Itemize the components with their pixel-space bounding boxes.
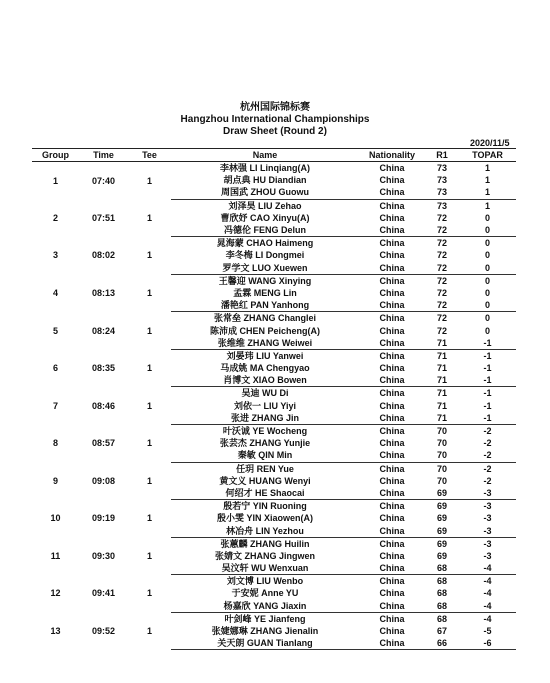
nationality-cell: China — [359, 524, 425, 537]
column-header-tee: Tee — [128, 149, 171, 162]
tee-time-cell: 07:40 — [91, 175, 116, 186]
sheet-header — [0, 102, 550, 138]
table-row — [32, 162, 516, 175]
nationality-cell: China — [379, 550, 405, 561]
r1-score-cell: 67 — [436, 626, 447, 637]
to-par-cell: -1 — [483, 350, 492, 361]
nationality-cell: China — [379, 513, 405, 524]
r1-score-cell: 70 — [436, 475, 447, 486]
r1-score-cell: 72 — [436, 313, 447, 324]
to-par-cell: 0 — [484, 212, 490, 223]
to-par-cell: -3 — [459, 487, 516, 500]
tee-time-cell: 08:13 — [91, 287, 116, 298]
table-row — [32, 199, 516, 212]
nationality-cell: China — [379, 626, 405, 637]
to-par-cell: 0 — [484, 275, 490, 286]
player-name-cell: 孟霖 MENG Lin — [233, 287, 297, 298]
r1-score-cell: 71 — [425, 374, 459, 387]
r1-score-cell: 70 — [436, 463, 447, 474]
nationality-cell: China — [379, 212, 405, 223]
to-par-cell: -1 — [459, 412, 516, 425]
to-par-cell: -3 — [483, 501, 492, 512]
player-name-cell: 关天朗 GUAN Tianlang — [171, 637, 359, 650]
player-name-cell: 李林强 LI Linqiang(A) — [220, 163, 310, 174]
player-name-cell: 杨嘉欣 YANG Jiaxin — [171, 600, 359, 613]
group-cell: 11 — [50, 550, 61, 561]
tee-cell: 1 — [146, 438, 152, 449]
to-par-cell: -6 — [459, 637, 516, 650]
player-name-cell: 刘依一 LIU Yiyi — [233, 400, 296, 411]
tee-time-cell: 08:24 — [91, 325, 116, 336]
player-name-cell: 冯德伦 FENG Delun — [171, 224, 359, 237]
r1-score-cell: 70 — [436, 426, 447, 437]
nationality-cell: China — [359, 487, 425, 500]
r1-score-cell: 68 — [425, 600, 459, 613]
to-par-cell: -1 — [483, 363, 492, 374]
to-par-cell: 0 — [459, 262, 516, 275]
r1-score-cell: 72 — [436, 287, 447, 298]
tee-time-cell: 08:57 — [91, 438, 116, 449]
player-name-cell: 黄文义 HUANG Wenyi — [219, 475, 311, 486]
table-row — [32, 237, 516, 250]
table-row — [32, 500, 516, 513]
to-par-cell: -4 — [483, 588, 492, 599]
to-par-cell: -2 — [483, 438, 492, 449]
tee-time-cell: 09:52 — [91, 626, 116, 637]
to-par-cell: -2 — [459, 449, 516, 462]
nationality-cell: China — [379, 388, 405, 399]
to-par-cell: 1 — [459, 186, 516, 199]
player-name-cell: 张婕娜琳 ZHANG Jienalin — [211, 626, 319, 637]
r1-score-cell: 68 — [436, 613, 447, 624]
tee-time-cell: 09:30 — [91, 550, 116, 561]
sheet-subtitle: Draw Sheet (Round 2) — [223, 126, 327, 137]
to-par-cell: -3 — [459, 524, 516, 537]
nationality-cell: China — [379, 576, 405, 587]
group-cell: 2 — [52, 212, 58, 223]
to-par-cell: -4 — [459, 562, 516, 575]
nationality-cell: China — [359, 449, 425, 462]
to-par-cell: 0 — [459, 224, 516, 237]
nationality-cell: China — [379, 175, 405, 186]
group-cell: 8 — [52, 438, 58, 449]
r1-score-cell: 69 — [436, 538, 447, 549]
r1-score-cell: 70 — [425, 449, 459, 462]
title-english: Hangzhou International Championships — [180, 114, 370, 125]
player-name-cell: 罗学文 LUO Xuewen — [171, 262, 359, 275]
r1-score-cell: 69 — [436, 513, 447, 524]
to-par-cell: -2 — [483, 463, 492, 474]
r1-score-cell: 73 — [436, 200, 447, 211]
tee-cell: 1 — [146, 250, 152, 261]
to-par-cell: -4 — [483, 576, 492, 587]
nationality-cell: China — [379, 463, 405, 474]
to-par-cell: -2 — [483, 475, 492, 486]
r1-score-cell: 68 — [425, 562, 459, 575]
title-chinese: 杭州国际锦标赛 — [240, 102, 310, 113]
r1-score-cell: 72 — [436, 238, 447, 249]
r1-score-cell: 71 — [436, 350, 447, 361]
tee-time-cell: 09:08 — [91, 475, 116, 486]
player-name-cell: 张维维 ZHANG Weiwei — [171, 337, 359, 350]
tee-cell: 1 — [146, 588, 152, 599]
r1-score-cell: 72 — [436, 212, 447, 223]
to-par-cell: -5 — [483, 626, 492, 637]
to-par-cell: 0 — [484, 250, 490, 261]
player-name-cell: 李冬梅 LI Dongmei — [225, 250, 305, 261]
nationality-cell: China — [359, 299, 425, 312]
r1-score-cell: 68 — [436, 588, 447, 599]
to-par-cell: 0 — [484, 325, 490, 336]
nationality-cell: China — [379, 238, 405, 249]
player-name-cell: 周国武 ZHOU Guowu — [171, 186, 359, 199]
player-name-cell: 林冶舟 LIN Yezhou — [171, 524, 359, 537]
r1-score-cell: 69 — [425, 487, 459, 500]
r1-score-cell: 72 — [436, 325, 447, 336]
column-header-topar: TOPAR — [459, 149, 516, 162]
r1-score-cell: 72 — [425, 224, 459, 237]
nationality-cell: China — [379, 250, 405, 261]
r1-score-cell: 72 — [425, 262, 459, 275]
r1-score-cell: 68 — [436, 576, 447, 587]
to-par-cell: -4 — [483, 613, 492, 624]
tee-time-cell: 07:51 — [91, 212, 116, 223]
r1-score-cell: 69 — [425, 524, 459, 537]
nationality-cell: China — [379, 163, 405, 174]
player-name-cell: 刘泽昊 LIU Zehao — [228, 200, 302, 211]
nationality-cell: China — [359, 224, 425, 237]
player-name-cell: 张婧文 ZHANG Jingwen — [214, 550, 315, 561]
nationality-cell: China — [379, 426, 405, 437]
to-par-cell: 1 — [484, 163, 490, 174]
table-row — [32, 612, 516, 625]
group-cell: 3 — [52, 250, 58, 261]
to-par-cell: 1 — [484, 175, 490, 186]
player-name-cell: 张蕙麟 ZHANG Huilin — [220, 538, 310, 549]
to-par-cell: -3 — [483, 513, 492, 524]
r1-score-cell: 73 — [436, 163, 447, 174]
r1-score-cell: 70 — [436, 438, 447, 449]
player-name-cell: 刘晏玮 LIU Yanwei — [226, 350, 304, 361]
tee-cell: 1 — [146, 475, 152, 486]
nationality-cell: China — [379, 200, 405, 211]
to-par-cell: -1 — [459, 374, 516, 387]
column-header-name: Name — [171, 149, 359, 162]
nationality-cell: China — [379, 313, 405, 324]
player-name-cell: 何绍才 HE Shaocai — [171, 487, 359, 500]
player-name-cell: 曹欣妤 CAO Xinyu(A) — [220, 212, 310, 223]
table-row — [32, 424, 516, 437]
nationality-cell: China — [379, 325, 405, 336]
r1-score-cell: 73 — [436, 175, 447, 186]
nationality-cell: China — [359, 562, 425, 575]
group-cell: 6 — [52, 363, 58, 374]
nationality-cell: China — [379, 613, 405, 624]
group-cell: 13 — [50, 626, 61, 637]
tee-cell: 1 — [146, 212, 152, 223]
player-name-cell: 于安妮 Anne YU — [231, 588, 299, 599]
nationality-cell: China — [379, 400, 405, 411]
player-name-cell: 胡点典 HU Diandian — [223, 175, 307, 186]
player-name-cell: 殷小雯 YIN Xiaowen(A) — [216, 513, 313, 524]
player-name-cell: 叶剑峰 YE Jianfeng — [224, 613, 306, 624]
to-par-cell: -2 — [483, 426, 492, 437]
tee-cell: 1 — [146, 550, 152, 561]
nationality-cell: China — [359, 637, 425, 650]
to-par-cell: -1 — [459, 337, 516, 350]
player-name-cell: 潘艳红 PAN Yanhong — [171, 299, 359, 312]
to-par-cell: 1 — [484, 200, 490, 211]
player-name-cell: 陈沛成 CHEN Peicheng(A) — [209, 325, 320, 336]
player-name-cell: 张常垒 ZHANG Changlei — [213, 313, 316, 324]
column-header-time: Time — [79, 149, 128, 162]
nationality-cell: China — [379, 350, 405, 361]
player-name-cell: 吴迪 WU Di — [241, 388, 289, 399]
tee-cell: 1 — [146, 626, 152, 637]
nationality-cell: China — [379, 287, 405, 298]
tee-cell: 1 — [146, 325, 152, 336]
tee-time-cell: 09:41 — [91, 588, 116, 599]
to-par-cell: 0 — [484, 313, 490, 324]
tee-time-cell: 08:46 — [91, 400, 116, 411]
r1-score-cell: 66 — [425, 637, 459, 650]
table-row — [32, 274, 516, 287]
r1-score-cell: 71 — [425, 412, 459, 425]
nationality-cell: China — [359, 600, 425, 613]
to-par-cell: -1 — [483, 400, 492, 411]
nationality-cell: China — [359, 337, 425, 350]
to-par-cell: -3 — [483, 538, 492, 549]
group-cell: 10 — [50, 513, 61, 524]
r1-score-cell: 72 — [436, 250, 447, 261]
r1-score-cell: 71 — [436, 400, 447, 411]
player-name-cell: 马成姚 MA Chengyao — [220, 363, 310, 374]
table-row — [32, 575, 516, 588]
player-name-cell: 肖博文 XIAO Bowen — [171, 374, 359, 387]
group-cell: 9 — [52, 475, 58, 486]
to-par-cell: 0 — [459, 299, 516, 312]
tee-time-cell: 08:02 — [91, 250, 116, 261]
tee-time-cell: 08:35 — [91, 363, 116, 374]
player-name-cell: 叶沃诚 YE Wocheng — [222, 426, 308, 437]
nationality-cell: China — [359, 262, 425, 275]
nationality-cell: China — [379, 538, 405, 549]
player-name-cell: 晁海蒙 CHAO Haimeng — [216, 238, 314, 249]
player-name-cell: 王馨迎 WANG Xinying — [218, 275, 312, 286]
nationality-cell: China — [379, 363, 405, 374]
group-cell: 1 — [52, 175, 58, 186]
to-par-cell: 0 — [484, 238, 490, 249]
tee-cell: 1 — [146, 175, 152, 186]
tee-cell: 1 — [146, 400, 152, 411]
nationality-cell: China — [379, 275, 405, 286]
player-name-cell: 吴汶轩 WU Wenxuan — [171, 562, 359, 575]
player-name-cell: 任玥 REN Yue — [236, 463, 294, 474]
sheet-date: 2020/11/5 — [470, 138, 510, 148]
tee-cell: 1 — [146, 287, 152, 298]
table-row — [32, 312, 516, 325]
r1-score-cell: 73 — [425, 186, 459, 199]
nationality-cell: China — [379, 501, 405, 512]
header-row — [32, 149, 516, 162]
draw-table-body — [32, 162, 516, 650]
group-cell: 5 — [52, 325, 58, 336]
nationality-cell: China — [379, 588, 405, 599]
r1-score-cell: 72 — [436, 275, 447, 286]
r1-score-cell: 71 — [436, 363, 447, 374]
r1-score-cell: 69 — [436, 550, 447, 561]
tee-time-cell: 09:19 — [91, 513, 116, 524]
player-name-cell: 张进 ZHANG Jin — [171, 412, 359, 425]
group-cell: 7 — [52, 400, 58, 411]
player-name-cell: 秦敏 QIN Min — [171, 449, 359, 462]
column-header-group: Group — [32, 149, 79, 162]
to-par-cell: -3 — [483, 550, 492, 561]
tee-cell: 1 — [146, 363, 152, 374]
player-name-cell: 殷若宁 YIN Ruoning — [223, 501, 307, 512]
tee-cell: 1 — [146, 513, 152, 524]
to-par-cell: 0 — [484, 287, 490, 298]
nationality-cell: China — [379, 438, 405, 449]
nationality-cell: China — [359, 374, 425, 387]
to-par-cell: -4 — [459, 600, 516, 613]
player-name-cell: 张芸杰 ZHANG Yunjie — [219, 438, 311, 449]
nationality-cell: China — [379, 475, 405, 486]
to-par-cell: -1 — [483, 388, 492, 399]
table-row — [32, 349, 516, 362]
r1-score-cell: 72 — [425, 299, 459, 312]
table-row — [32, 462, 516, 475]
r1-score-cell: 71 — [436, 388, 447, 399]
table-row — [32, 537, 516, 550]
r1-score-cell: 71 — [425, 337, 459, 350]
group-cell: 12 — [50, 588, 61, 599]
column-header-nationality: Nationality — [359, 149, 425, 162]
table-row — [32, 387, 516, 400]
draw-table — [32, 148, 516, 650]
column-header-r1: R1 — [425, 149, 459, 162]
player-name-cell: 刘文博 LIU Wenbo — [226, 576, 304, 587]
r1-score-cell: 69 — [436, 501, 447, 512]
group-cell: 4 — [52, 287, 58, 298]
nationality-cell: China — [359, 186, 425, 199]
nationality-cell: China — [359, 412, 425, 425]
